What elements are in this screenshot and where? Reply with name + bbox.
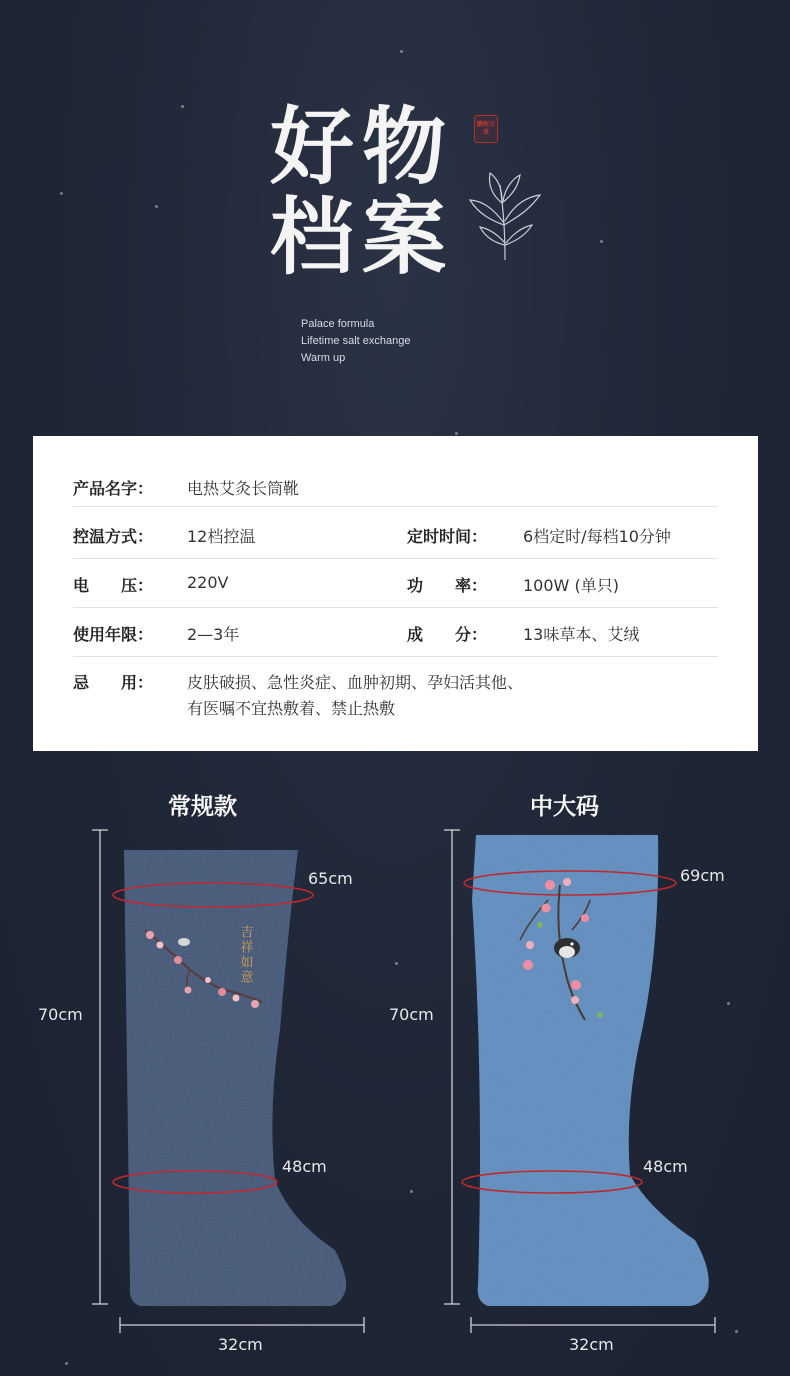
ankle-circumference-left: 48cm: [282, 1157, 327, 1176]
spec-row-control: [73, 524, 718, 559]
spec-row-voltage: [73, 573, 718, 608]
spec-label: 产品名字：: [73, 479, 154, 498]
spec-value: 220V: [187, 573, 229, 592]
spec-label: 功 率：: [407, 576, 488, 595]
height-dimension-left: [92, 830, 108, 1304]
width-dimension-left: [120, 1317, 364, 1333]
ankle-circumference-right: 48cm: [643, 1157, 688, 1176]
subtitle-line: Lifetime salt exchange: [301, 335, 411, 347]
star: [60, 192, 63, 195]
height-right: 70cm: [389, 1005, 434, 1024]
spec-value: 100W (单只): [523, 576, 619, 595]
red-seal-stamp: [474, 115, 498, 143]
top-circumference-right: 69cm: [680, 866, 725, 885]
star: [181, 105, 184, 108]
title-char: 物: [362, 97, 445, 196]
boot-title-regular: 常规款: [168, 794, 237, 820]
embroidery-text: 吉祥如意: [237, 925, 253, 985]
spec-value: 2—3年: [187, 625, 240, 644]
top-circumference-left: 65cm: [308, 869, 353, 888]
spec-row-name: [73, 476, 718, 507]
spec-label: 忌 用：: [73, 673, 154, 692]
title-char: 案: [362, 187, 445, 286]
spec-label: 使用年限：: [73, 625, 154, 644]
subtitle-line: Warm up: [301, 352, 346, 364]
star: [155, 205, 158, 208]
seal-text: 鹏程万里: [476, 121, 495, 136]
subtitle-line: Palace formula: [301, 318, 375, 330]
leaf-icon: [460, 165, 550, 265]
spec-value: 有医嘱不宜热敷着、禁止热敷: [187, 699, 396, 718]
height-dimension-right: [444, 830, 460, 1304]
spec-value: 13味草本、艾绒: [523, 625, 640, 644]
height-left: 70cm: [38, 1005, 83, 1024]
spec-value: 12档控温: [187, 527, 256, 546]
boot-title-large: 中大码: [530, 794, 599, 820]
subtitle: [301, 316, 410, 367]
spec-label: 定时时间：: [407, 527, 488, 546]
spec-value: 电热艾灸长筒靴: [187, 479, 300, 498]
spec-row-taboo: [73, 670, 718, 730]
spec-card: [33, 436, 758, 751]
boot-diagram: [0, 780, 790, 1370]
title-char: 好: [270, 97, 353, 196]
spec-value: 皮肤破损、急性炎症、血肿初期、孕妇活其他、: [187, 673, 524, 692]
spec-label: 成 分：: [407, 625, 488, 644]
width-left: 32cm: [218, 1335, 263, 1354]
boot-regular: [124, 850, 346, 1306]
width-right: 32cm: [569, 1335, 614, 1354]
title-char: 档: [270, 187, 353, 286]
star: [455, 432, 458, 435]
spec-value: 6档定时/每档10分钟: [523, 527, 671, 546]
star: [400, 50, 403, 53]
star: [600, 240, 603, 243]
boot-large: [472, 835, 709, 1306]
width-dimension-right: [471, 1317, 715, 1333]
spec-label: 控温方式：: [73, 527, 154, 546]
spec-row-life: [73, 622, 718, 657]
spec-label: 电 压：: [73, 576, 154, 595]
